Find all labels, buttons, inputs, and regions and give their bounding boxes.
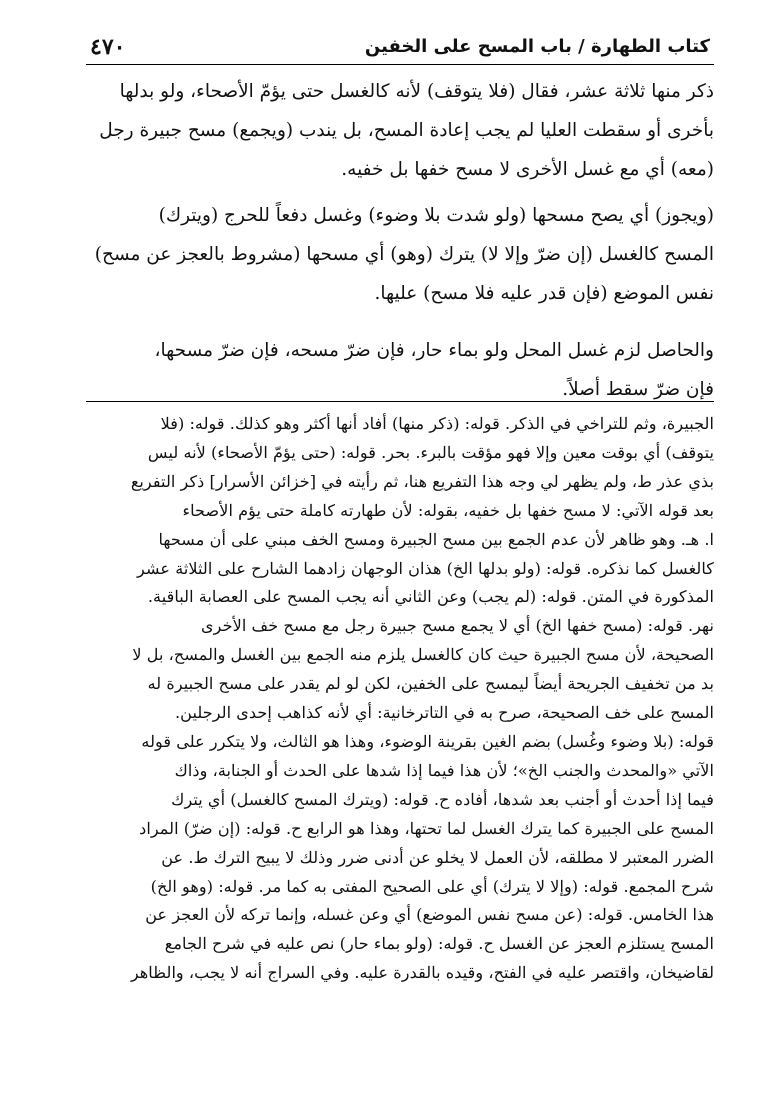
commentary-line: الصحيحة، لأن مسح الجبيرة حيث كان كالغسل يلزم منه الجمع بين الغسل والمسح، بل لا bbox=[132, 645, 714, 665]
commentary-line: الآتي «والمحدث والجنب الخ»؛ لأن هذا فيما إذا شدها على الحدث أو الجنابة، وذاك bbox=[174, 760, 714, 780]
matn-line: ذكر منها ثلاثة عشر، فقال (فلا يتوقف) لأنه كالغسل حتى يؤمّ الأصحاء، ولو بدلها bbox=[119, 81, 714, 102]
commentary-line: شرح المجمع. قوله: (وإلا لا يترك) أي على الصحيح المفتى به كما مر. قوله: (وهو الخ) bbox=[150, 876, 714, 896]
matn-line: بأخرى أو سقطت العليا لم يجب إعادة المسح، بل يندب (ويجمع) مسح جبيرة رجل bbox=[99, 120, 714, 141]
commentary-line: لقاضيخان، واقتصر عليه في الفتح، وقيده بالقدرة عليه. وفي السراج أنه لا يجب، والظاهر bbox=[130, 963, 714, 983]
commentary-line: المسح على الجبيرة كما يترك الغسل لما تحتها، وهذا هو الرابع ح. قوله: (إن ضرّ) المراد bbox=[139, 818, 714, 838]
commentary-line: قوله: (بلا وضوء وغُسل) بضم الغين بقرينة الوضوء، وهذا هو الثالث، ولا يتكرر على قوله bbox=[141, 731, 714, 751]
matn-line: نفس الموضع (فإن قدر عليه فلا مسح) عليها. bbox=[374, 283, 714, 304]
matn-paragraph-1 bbox=[86, 72, 714, 189]
matn-line: (ويجوز) أي يصح مسحها (ولو شدت بلا وضوء) وغسل دفعاً للحرج (ويترك) bbox=[158, 205, 714, 226]
commentary-divider bbox=[86, 401, 714, 402]
matn-line: فإن ضرّ سقط أصلاً. bbox=[562, 379, 714, 400]
commentary-line: المسح على خف الصحيحة، صرح به في التاترخانية: أي لأنه كذاهب إحدى الرجلين. bbox=[174, 703, 714, 723]
commentary-line: كالغسل كما نذكره. قوله: (ولو بدلها الخ) هذان الوجهان زادهما الشارح على الثلاثة عشر bbox=[137, 558, 714, 578]
commentary-line: هذا الخامس. قوله: (عن مسح نفس الموضع) أي وعن غسله، وإنما تركه لأن العجز عن bbox=[145, 905, 714, 925]
commentary-line: فيما إذا أحدث أو أجنب بعد شدها، أفاده ح. قوله: (ويترك المسح كالغسل) أي يترك bbox=[171, 789, 714, 809]
commentary-line: بعد قوله الآتي: لا مسح خفها بل خفيه، بقوله: لأن طهارته كاملة حتى يؤم الأصحاء bbox=[182, 500, 714, 520]
commentary-line: ا. هـ. وهو ظاهر لأن عدم الجمع بين مسح الجبيرة ومسح الخف مبني على أن مسحها bbox=[158, 529, 714, 549]
matn-line: المسح كالغسل (إن ضرّ وإلا لا) يترك (وهو) أي مسحها (مشروط بالعجز عن مسح) bbox=[94, 244, 714, 265]
commentary-line: الجبيرة، وثم للتراخي في الذكر. قوله: (ذكر منها) أفاد أنها أكثر وهو كذلك. قوله: (فلا bbox=[160, 414, 714, 433]
matn-paragraph-2 bbox=[86, 196, 714, 313]
commentary-line: بد من تخفيف الجريحة أيضاً ليمسح على الخفين، لكن لو لم يقدر على مسح الجبيرة له bbox=[147, 674, 714, 694]
commentary-section bbox=[86, 410, 714, 988]
commentary-line: نهر. قوله: (مسح خفها الخ) أي لا يجمع مسح جبيرة رجل مع مسح خف الأخرى bbox=[200, 616, 714, 636]
commentary-line: الضرر المعتبر لا مطلقه، لأن العمل لا يخلو عن أدنى ضرر وذلك لا يبيح الترك ط. عن bbox=[161, 847, 714, 867]
commentary-line: المذكورة في المتن. قوله: (لم يجب) وعن الثاني أنه يجب المسح على العصابة الباقية. bbox=[147, 587, 714, 607]
matn-paragraph-3 bbox=[86, 331, 714, 409]
commentary-line: بذي عذر ط، ولم يظهر لي وجه هذا التفريع هنا، ثم رأيته في [خزائن الأسرار] ذكر التفريع bbox=[130, 471, 714, 491]
running-title: كتاب الطهارة / باب المسح على الخفين bbox=[364, 36, 710, 57]
commentary-line: يتوقف) أي بوقت معين وإلا فهو مؤقت بالبرء. بحر. قوله: (حتى يؤمّ الأصحاء) لأنه ليس bbox=[147, 442, 714, 462]
page-header bbox=[86, 34, 714, 65]
commentary-line: المسح يستلزم العجز عن الغسل ح. قوله: (ولو بماء حار) نص عليه في شرح الجامع bbox=[164, 934, 714, 954]
matn-line: (معه) أي مع غسل الأخرى لا مسح خفها بل خفيه. bbox=[341, 159, 714, 180]
matn-line: والحاصل لزم غسل المحل ولو بماء حار، فإن ضرّ مسحه، فإن ضرّ مسحها، bbox=[154, 340, 714, 361]
page-number: ٤٧٠ bbox=[90, 34, 126, 60]
